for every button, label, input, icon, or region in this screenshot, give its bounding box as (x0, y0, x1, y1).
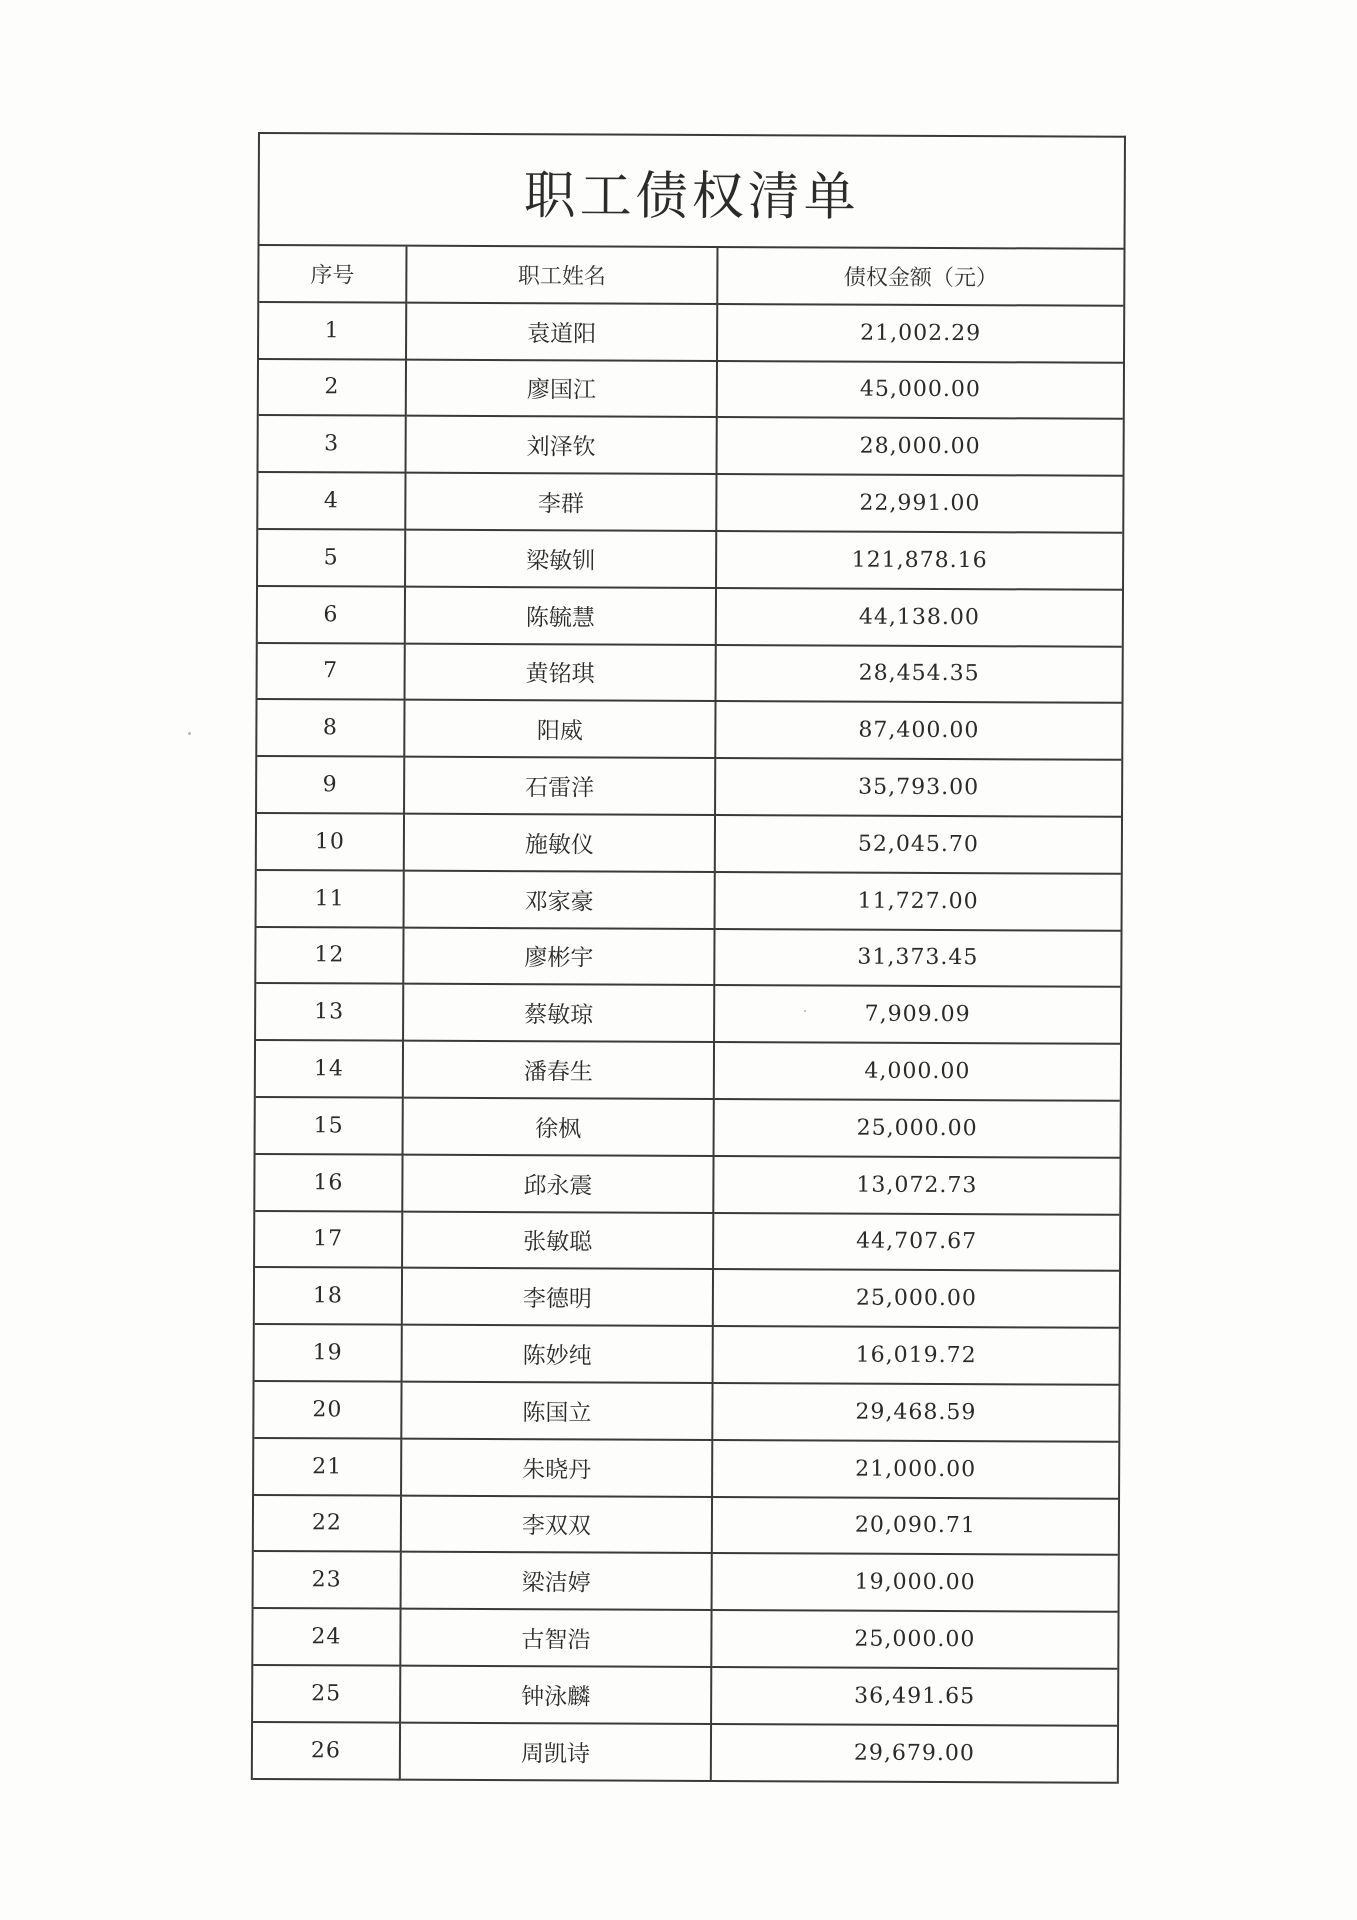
cell-amount: 4,000.00 (714, 1042, 1120, 1101)
cell-name: 钟泳麟 (400, 1666, 711, 1724)
cell-number: 5 (258, 529, 405, 586)
cell-amount: 52,045.70 (715, 815, 1121, 874)
cell-name: 古智浩 (400, 1609, 711, 1667)
cell-name: 陈妙纯 (402, 1325, 713, 1383)
cell-number: 3 (259, 415, 406, 472)
cell-amount: 25,000.00 (713, 1269, 1119, 1328)
cell-number: 6 (258, 586, 405, 643)
cell-name: 朱晓丹 (401, 1438, 712, 1496)
cell-name: 张敏聪 (402, 1211, 713, 1269)
cell-name: 徐枫 (403, 1098, 714, 1156)
table-row (254, 1381, 1118, 1442)
cell-name: 廖彬宇 (403, 927, 714, 985)
cell-amount: 20,090.71 (712, 1497, 1118, 1556)
cell-name: 梁洁婷 (401, 1552, 712, 1610)
cell-amount: 87,400.00 (715, 701, 1121, 760)
claims-sheet (251, 132, 1126, 1783)
cell-amount: 22,991.00 (716, 474, 1122, 533)
cell-amount: 28,000.00 (717, 417, 1123, 476)
cell-number: 12 (256, 927, 403, 984)
cell-amount: 44,707.67 (713, 1213, 1119, 1272)
cell-number: 4 (258, 472, 405, 529)
cell-amount: 44,138.00 (716, 588, 1122, 647)
cell-number: 15 (256, 1097, 403, 1154)
cell-name: 陈毓慧 (405, 586, 716, 644)
cell-name: 李群 (405, 473, 716, 531)
cell-number: 24 (253, 1608, 400, 1665)
cell-name: 邱永震 (402, 1154, 713, 1212)
cell-name: 李双双 (401, 1495, 712, 1553)
cell-number: 19 (255, 1324, 402, 1381)
table-row (257, 699, 1121, 760)
cell-name: 蔡敏琼 (403, 984, 714, 1042)
table-row (256, 1040, 1120, 1101)
column-header-name: 职工姓名 (406, 247, 717, 304)
cell-number: 21 (254, 1438, 401, 1495)
cell-number: 9 (257, 756, 404, 813)
table-row (259, 415, 1123, 476)
cell-amount: 31,373.45 (714, 929, 1120, 988)
cell-name: 邓家豪 (404, 870, 715, 928)
table-row (257, 756, 1121, 817)
table-row (256, 927, 1120, 988)
table-body (253, 302, 1123, 1782)
table-header-row (259, 246, 1123, 306)
cell-number: 1 (259, 302, 406, 359)
cell-amount: 29,468.59 (712, 1383, 1118, 1442)
column-header-amount: 债权金额（元） (717, 248, 1123, 306)
cell-amount: 25,000.00 (711, 1610, 1117, 1669)
cell-name: 石雷洋 (404, 757, 715, 815)
cell-number: 11 (257, 870, 404, 927)
cell-number: 17 (255, 1211, 402, 1268)
table-row (253, 1608, 1117, 1669)
cell-number: 16 (255, 1154, 402, 1211)
cell-number: 25 (253, 1665, 400, 1722)
cell-amount: 21,002.29 (717, 304, 1123, 363)
cell-amount: 29,679.00 (711, 1724, 1117, 1783)
cell-number: 2 (259, 359, 406, 416)
cell-name: 陈国立 (401, 1382, 712, 1440)
cell-amount: 16,019.72 (713, 1326, 1119, 1385)
cell-number: 8 (257, 699, 404, 756)
cell-name: 刘泽钦 (406, 416, 717, 474)
table-row (255, 1267, 1119, 1328)
document-title: 职工债权清单 (260, 134, 1124, 250)
cell-number: 10 (257, 813, 404, 870)
cell-name: 周凯诗 (400, 1722, 711, 1780)
cell-number: 20 (254, 1381, 401, 1438)
cell-name: 阳威 (404, 700, 715, 758)
cell-amount: 28,454.35 (716, 645, 1122, 704)
table-row (259, 359, 1123, 420)
table-row (255, 1324, 1119, 1385)
cell-amount: 25,000.00 (714, 1099, 1120, 1158)
cell-amount: 13,072.73 (713, 1156, 1119, 1215)
scan-speck (188, 732, 191, 735)
table-row (257, 813, 1121, 874)
table-row (256, 983, 1120, 1044)
cell-amount: 21,000.00 (712, 1440, 1118, 1499)
cell-name: 梁敏钏 (405, 530, 716, 588)
cell-amount: 11,727.00 (715, 872, 1121, 931)
claims-table (253, 246, 1124, 1783)
cell-name: 廖国江 (406, 359, 717, 417)
cell-number: 14 (256, 1040, 403, 1097)
table-row (254, 1551, 1118, 1612)
table-row (255, 1211, 1119, 1272)
cell-name: 潘春生 (403, 1041, 714, 1099)
table-row (254, 1495, 1118, 1556)
cell-number: 18 (255, 1267, 402, 1324)
cell-number: 13 (256, 983, 403, 1040)
table-row (255, 1154, 1119, 1215)
table-row (253, 1665, 1117, 1726)
cell-name: 李德明 (402, 1268, 713, 1326)
cell-amount: 36,491.65 (711, 1667, 1117, 1726)
cell-number: 7 (258, 643, 405, 700)
table-row (258, 586, 1122, 647)
table-row (258, 472, 1122, 533)
table-row (257, 870, 1121, 931)
cell-amount: 35,793.00 (715, 758, 1121, 817)
table-row (254, 1438, 1118, 1499)
cell-amount: 19,000.00 (712, 1553, 1118, 1612)
cell-number: 23 (254, 1551, 401, 1608)
column-header-number: 序号 (259, 246, 406, 302)
cell-name: 黄铭琪 (405, 643, 716, 701)
table-row (258, 529, 1122, 590)
table-row (253, 1722, 1117, 1783)
cell-amount: 121,878.16 (716, 531, 1122, 590)
table-row (258, 643, 1122, 704)
cell-amount: 45,000.00 (717, 361, 1123, 420)
table-row (256, 1097, 1120, 1158)
cell-name: 袁道阳 (406, 302, 717, 360)
cell-number: 26 (253, 1722, 400, 1779)
cell-amount: 7,909.09 (714, 985, 1120, 1044)
cell-number: 22 (254, 1495, 401, 1552)
cell-name: 施敏仪 (404, 814, 715, 872)
table-row (259, 302, 1123, 363)
